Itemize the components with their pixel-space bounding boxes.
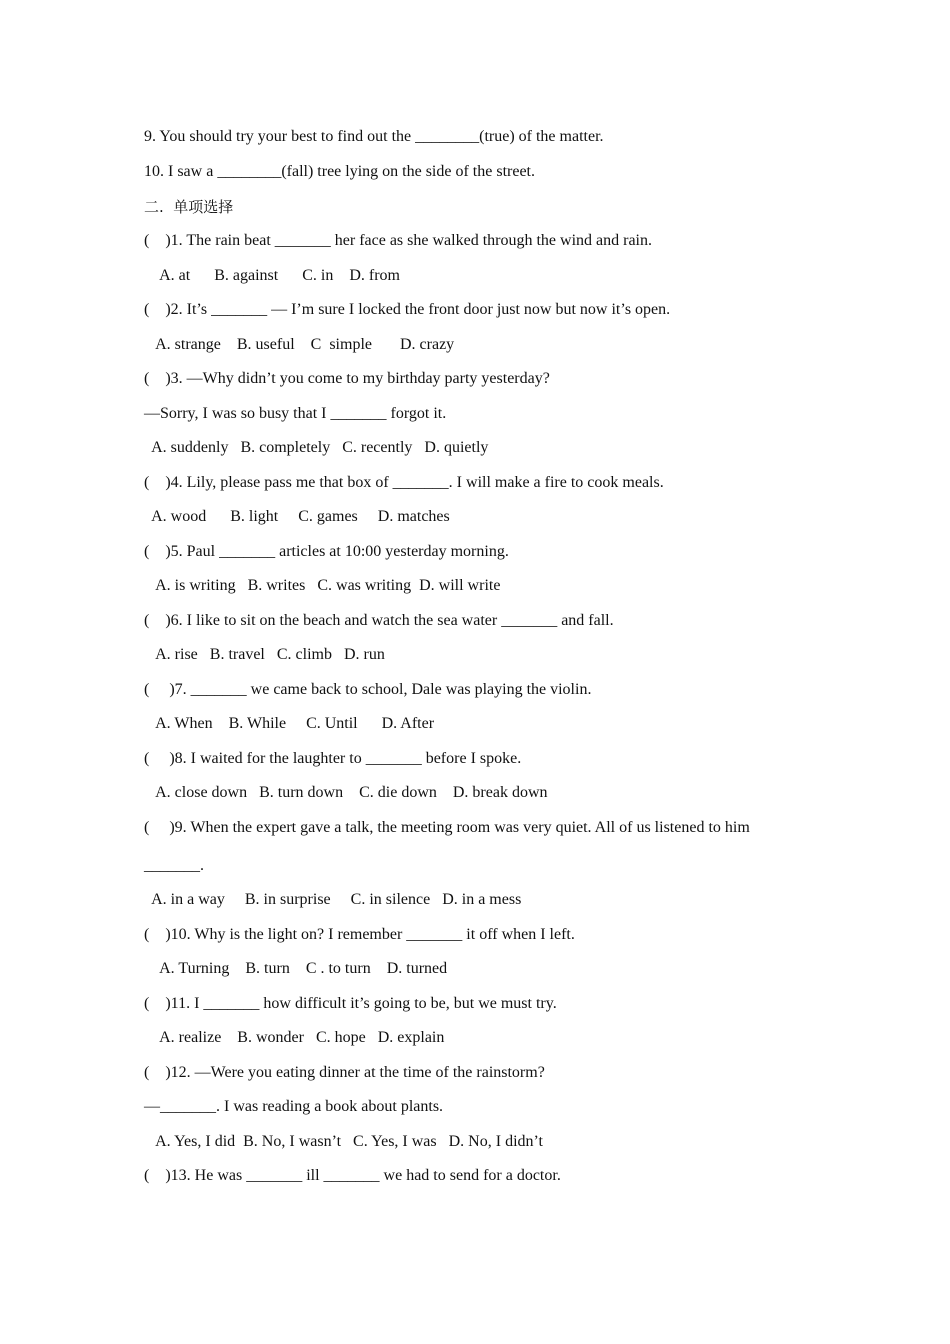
question-13: ( )13. He was _______ ill _______ we had to send for a doctor. [144,1167,561,1184]
question-7-options: A. When B. While C. Until D. After [144,715,435,732]
question-1-options: A. at B. against C. in D. from [144,267,400,284]
question-12-options: A. Yes, I did B. No, I wasn’t C. Yes, I was D. No, I didn’t [144,1133,543,1150]
question-11: ( )11. I _______ how difficult it’s going to be, but we must try. [144,995,557,1012]
question-8: ( )8. I waited for the laughter to _______ before I spoke. [144,750,522,767]
question-8-options: A. close down B. turn down C. die down D. break down [144,784,548,801]
question-12-reply: —_______. I was reading a book about plants. [144,1098,444,1115]
fill-in-question-9: 9. You should try your best to find out the ________(true) of the matter. [144,128,604,145]
question-5-options: A. is writing B. writes C. was writing D. will write [144,577,501,594]
section-heading: 二. 单项选择 [144,198,234,216]
question-1: ( )1. The rain beat _______ her face as she walked through the wind and rain. [144,232,652,249]
question-9-options: A. in a way B. in surprise C. in silence D. in a mess [144,891,522,908]
fill-in-question-10: 10. I saw a ________(fall) tree lying on the side of the street. [144,163,535,180]
question-5: ( )5. Paul _______ articles at 10:00 yesterday morning. [144,543,509,560]
question-9-continuation: _______. [144,857,204,874]
question-2-options: A. strange B. useful C simple D. crazy [144,336,455,353]
question-11-options: A. realize B. wonder C. hope D. explain [144,1029,445,1046]
question-7: ( )7. _______ we came back to school, Dale was playing the violin. [144,681,592,698]
question-3-options: A. suddenly B. completely C. recently D. quietly [144,439,489,456]
question-6: ( )6. I like to sit on the beach and watch the sea water _______ and fall. [144,612,614,629]
question-3-reply: —Sorry, I was so busy that I _______ forgot it. [144,405,447,422]
question-12: ( )12. —Were you eating dinner at the time of the rainstorm? [144,1064,545,1081]
question-2: ( )2. It’s _______ — I’m sure I locked the front door just now but now it’s open. [144,301,671,318]
question-10-options: A. Turning B. turn C . to turn D. turned [144,960,448,977]
question-6-options: A. rise B. travel C. climb D. run [144,646,385,663]
question-4: ( )4. Lily, please pass me that box of _______. I will make a fire to cook meals. [144,474,664,491]
question-9: ( )9. When the expert gave a talk, the meeting room was very quiet. All of us listened to him [144,819,750,836]
question-3: ( )3. —Why didn’t you come to my birthday party yesterday? [144,370,550,387]
question-4-options: A. wood B. light C. games D. matches [144,508,450,525]
question-10: ( )10. Why is the light on? I remember _______ it off when I left. [144,926,575,943]
